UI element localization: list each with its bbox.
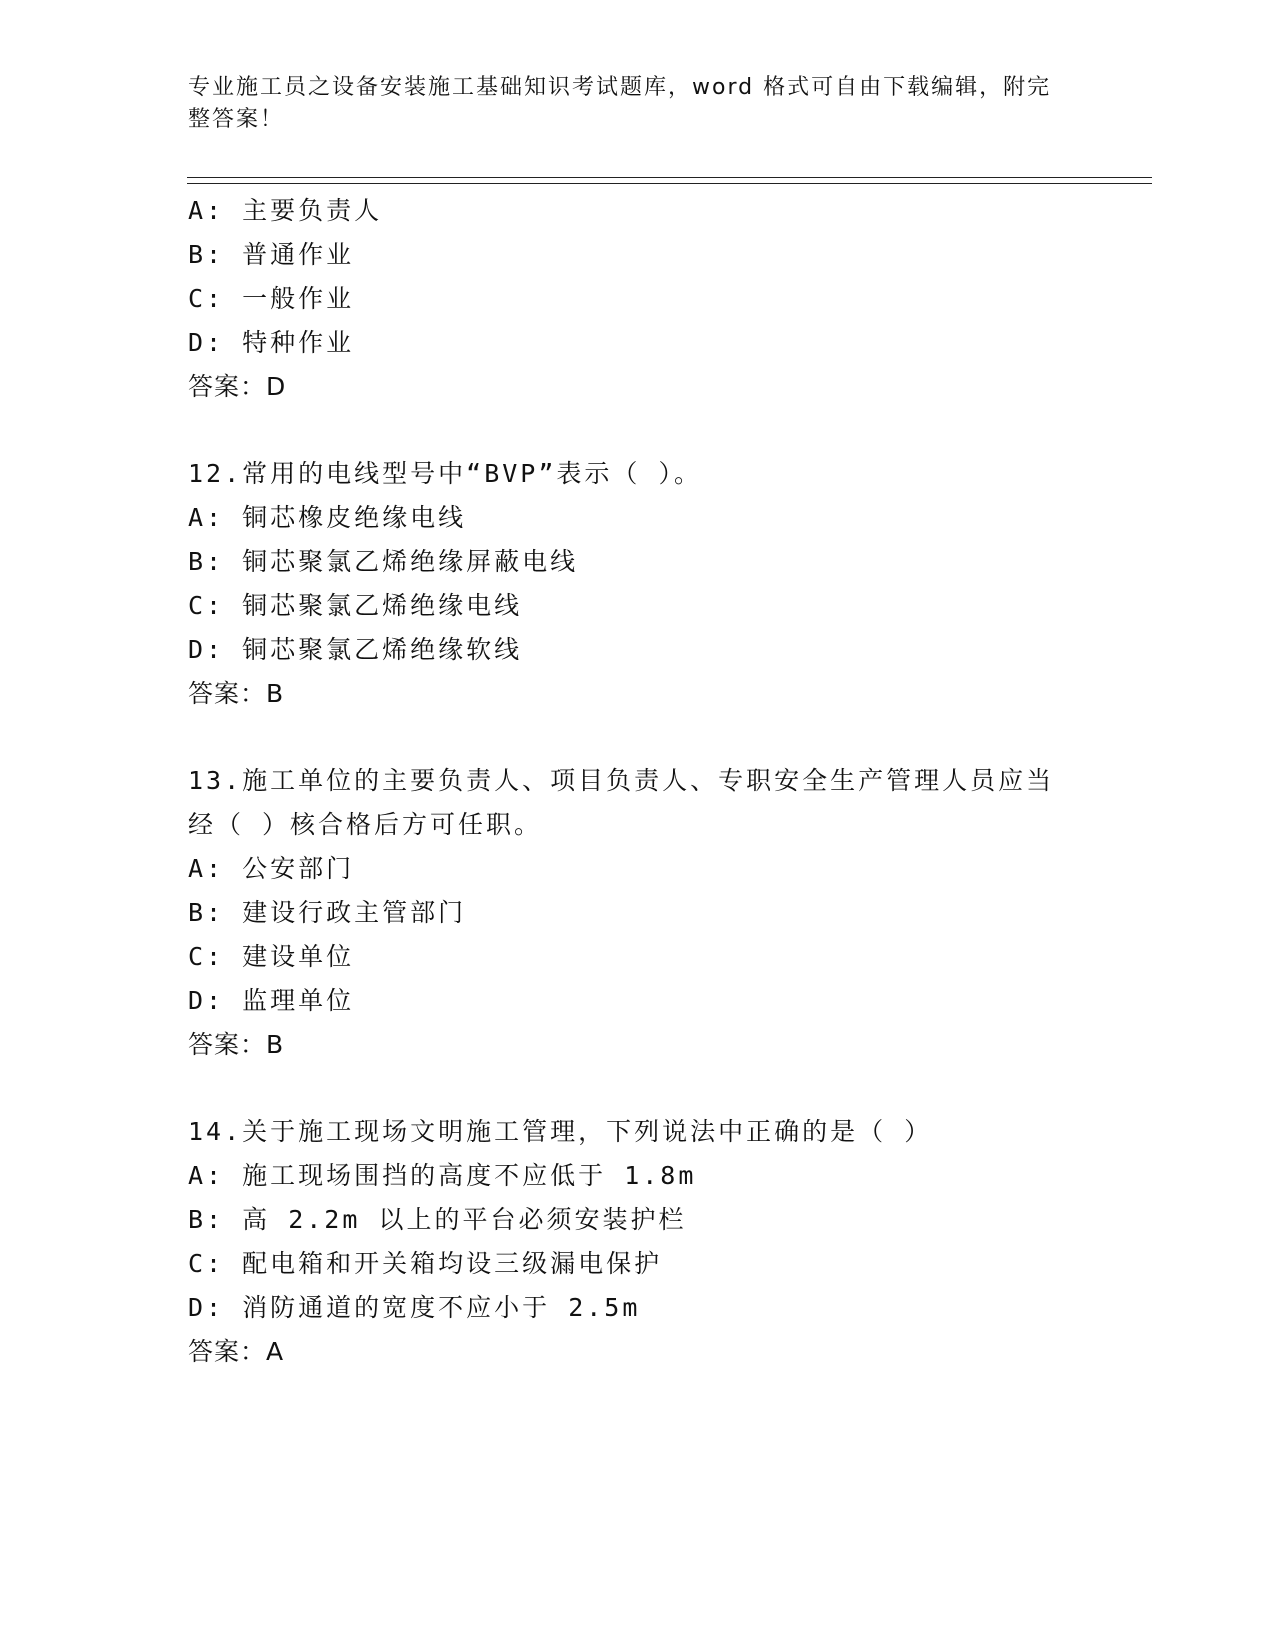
option-a: A: 铜芯橡皮绝缘电线: [188, 503, 467, 532]
answer: 答案：D: [188, 372, 287, 401]
question-stem-line-2: 经（ ）核合格后方可任职。: [188, 810, 543, 839]
option-b: B: 建设行政主管部门: [188, 898, 467, 927]
header-rule-top: [187, 177, 1152, 178]
option-d: D: 特种作业: [188, 328, 355, 357]
option-d: D: 消防通道的宽度不应小于 2.5m: [188, 1293, 641, 1322]
option-b: B: 高 2.2m 以上的平台必须安装护栏: [188, 1205, 687, 1234]
option-c: C: 一般作业: [188, 284, 355, 313]
option-b: B: 普通作业: [188, 240, 355, 269]
option-d: D: 铜芯聚氯乙烯绝缘软线: [188, 635, 523, 664]
option-b: B: 铜芯聚氯乙烯绝缘屏蔽电线: [188, 547, 579, 576]
option-a: A: 主要负责人: [188, 196, 383, 225]
answer: 答案：B: [188, 679, 285, 708]
option-a: A: 施工现场围挡的高度不应低于 1.8m: [188, 1161, 697, 1190]
question-stem: 12.常用的电线型号中“BVP”表示（ ）。: [188, 459, 702, 488]
option-c: C: 建设单位: [188, 942, 355, 971]
option-a: A: 公安部门: [188, 854, 355, 883]
answer: 答案：A: [188, 1337, 285, 1366]
document-header: 专业施工员之设备安装施工基础知识考试题库，word 格式可自由下载编辑，附完整答案！: [188, 75, 1052, 132]
option-c: C: 配电箱和开关箱均设三级漏电保护: [188, 1249, 663, 1278]
answer: 答案：B: [188, 1030, 285, 1059]
question-stem-line-1: 13.施工单位的主要负责人、项目负责人、专职安全生产管理人员应当: [188, 766, 1055, 795]
option-c: C: 铜芯聚氯乙烯绝缘电线: [188, 591, 523, 620]
option-d: D: 监理单位: [188, 986, 355, 1015]
question-stem: 14.关于施工现场文明施工管理，下列说法中正确的是（ ）: [188, 1117, 933, 1146]
header-rule-bottom: [187, 183, 1152, 184]
